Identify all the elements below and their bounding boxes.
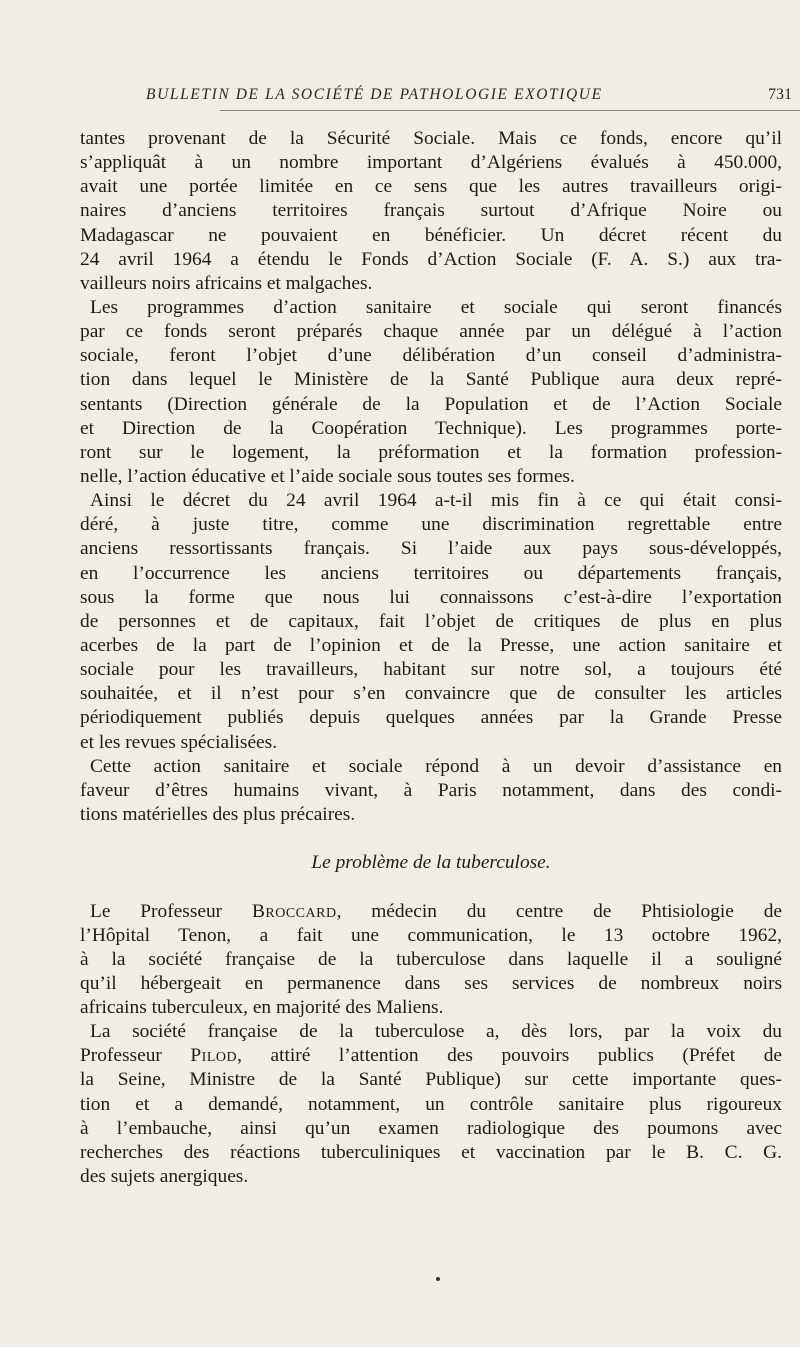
- text-line: à la société française de la tuberculose dans laquelle il a souligné: [80, 948, 782, 970]
- text-line: sous la forme que nous lui connaissons c’est-à-dire l’exportation: [80, 586, 782, 608]
- header-rule: [220, 110, 800, 111]
- text-fragment: , médecin du centre de Phtisiologie de: [336, 900, 782, 922]
- paragraph-1: [80, 127, 782, 296]
- text-line: tion dans lequel le Ministère de la Santé Publique aura deux repré-: [80, 369, 782, 391]
- text-line: Ainsi le décret du 24 avril 1964 a-t-il mis fin à ce qui était consi-: [90, 490, 782, 512]
- text-line: à l’embauche, ainsi qu’un examen radiologique des poumons avec: [80, 1117, 782, 1139]
- text-line: Cette action sanitaire et sociale répond à un devoir d’assistance en: [90, 755, 782, 777]
- text-line: La société française de la tuberculose a, dès lors, par la voix du: [90, 1021, 782, 1043]
- page-number: 731: [768, 86, 792, 103]
- text-line: en l’occurrence les anciens territoires ou départements français,: [80, 562, 782, 584]
- text-line: africains tuberculeux, en majorité des Maliens.: [80, 997, 444, 1019]
- text-line: avait une portée limitée en ce sens que les autres travailleurs origi-: [80, 176, 782, 198]
- body-text: [80, 127, 782, 1189]
- text-line: périodiquement publiés depuis quelques années par la Grande Presse: [80, 707, 782, 729]
- text-line: s’appliquât à un nombre important d’Algériens évalués à 450.000,: [80, 152, 782, 174]
- text-line: anciens ressortissants français. Si l’aide aux pays sous-développés,: [80, 538, 782, 560]
- text-line: qu’il hébergeait en permanence dans ses services de nombreux noirs: [80, 972, 782, 994]
- running-title: BULLETIN DE LA SOCIÉTÉ DE PATHOLOGIE EXOTIQUE: [146, 86, 603, 103]
- text-line: tion et a demandé, notamment, un contrôle sanitaire plus rigoureux: [80, 1093, 782, 1115]
- text-line: 24 avril 1964 a étendu le Fonds d’Action Sociale (F. A. S.) aux tra-: [80, 248, 782, 270]
- text-line: par ce fonds seront préparés chaque année par un délégué à l’action: [80, 321, 782, 343]
- spacer: [80, 875, 782, 899]
- text-line: tions matérielles des plus précaires.: [80, 803, 356, 825]
- text-line: Les programmes d’action sanitaire et sociale qui seront financés: [90, 296, 782, 318]
- text-line: sociale pour les travailleurs, habitant sur notre sol, a toujours été: [80, 659, 782, 681]
- author-name-pilod: Pilod: [190, 1045, 238, 1067]
- text-line: [80, 900, 782, 924]
- text-line: sociale, feront l’objet d’une délibération d’un conseil d’administra-: [80, 345, 782, 367]
- paragraph-5: [80, 900, 782, 1021]
- text-fragment: , attiré l’attention des pouvoirs publics (Préfet de: [237, 1045, 782, 1067]
- text-line: ront sur le logement, la préformation et la formation profession-: [80, 441, 782, 463]
- text-fragment: Professeur: [80, 1045, 191, 1067]
- text-line: et les revues spécialisées.: [80, 731, 278, 753]
- paragraph-4: [80, 755, 782, 827]
- text-line: vailleurs noirs africains et malgaches.: [80, 272, 373, 294]
- text-line: déré, à juste titre, comme une discrimination regrettable entre: [80, 514, 782, 536]
- text-line: [80, 1044, 782, 1068]
- text-line: Madagascar ne pouvaient en bénéficier. Un décret récent du: [80, 224, 782, 246]
- paragraph-6: [80, 1020, 782, 1189]
- section-heading: Le problème de la tuberculose.: [311, 852, 551, 874]
- text-line: souhaitée, et il n’est pour s’en convaincre que de consulter les articles: [80, 683, 782, 705]
- text-line: de personnes et de capitaux, fait l’objet de critiques de plus en plus: [80, 610, 782, 632]
- text-line: l’Hôpital Tenon, a fait une communication, le 13 octobre 1962,: [80, 924, 782, 946]
- text-line: tantes provenant de la Sécurité Sociale. Mais ce fonds, encore qu’il: [80, 128, 782, 149]
- text-line: la Seine, Ministre de la Santé Publique) sur cette importante ques-: [80, 1069, 782, 1091]
- text-line: faveur d’êtres humains vivant, à Paris notamment, dans des condi-: [80, 779, 782, 801]
- text-line: acerbes de la part de l’opinion et de la Presse, une action sanitaire et: [80, 634, 782, 656]
- paragraph-2: [80, 296, 782, 489]
- text-line: nelle, l’action éducative et l’aide sociale sous toutes ses formes.: [80, 465, 575, 487]
- text-line: recherches des réactions tuberculiniques et vaccination par le B. C. G.: [80, 1141, 782, 1163]
- text-line: et Direction de la Coopération Technique). Les programmes porte-: [80, 417, 782, 439]
- text-fragment: Le Professeur: [90, 900, 252, 922]
- text-line: sentants (Direction générale de la Population et de l’Action Sociale: [80, 393, 782, 415]
- print-dot: [436, 1277, 440, 1281]
- paragraph-3: [80, 489, 782, 755]
- author-name-broccard: Broccard: [251, 900, 337, 922]
- spacer: [80, 827, 782, 851]
- text-line: des sujets anergiques.: [80, 1166, 249, 1188]
- text-line: naires d’anciens territoires français surtout d’Afrique Noire ou: [80, 200, 782, 222]
- running-head: [80, 86, 800, 114]
